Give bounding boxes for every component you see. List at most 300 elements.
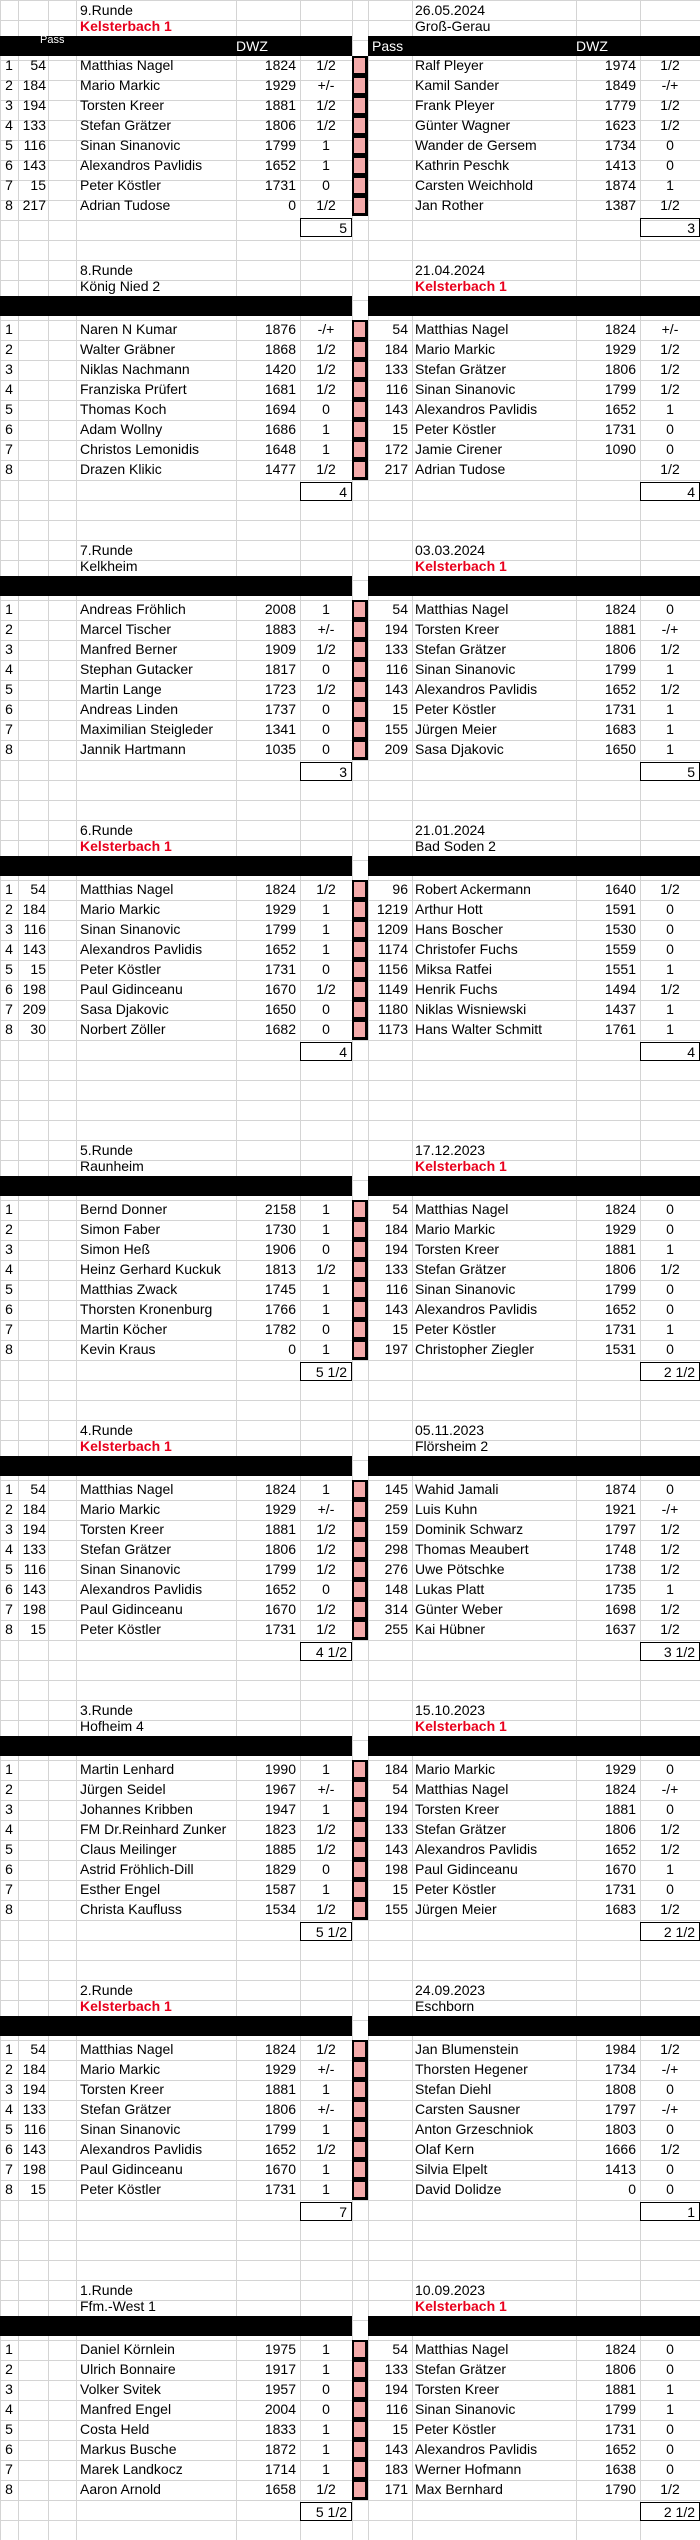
left-pass-number: [18, 1320, 46, 1339]
right-dwz: 1738: [604, 1561, 636, 1577]
board-number: 8: [5, 2481, 13, 2497]
right-result: 1: [666, 661, 674, 677]
left-result: 1: [322, 941, 330, 957]
result-marker: [354, 1862, 365, 1877]
left-player-name: Martin Köcher: [80, 1321, 168, 1337]
left-pass-number: [18, 2460, 46, 2479]
right-pass-number: 116: [385, 661, 408, 677]
left-dwz: 2008: [264, 601, 296, 617]
left-dwz: 1906: [264, 1241, 296, 1257]
result-marker: [354, 1222, 365, 1237]
left-player-name: Matthias Nagel: [80, 57, 174, 73]
right-result: 1/2: [660, 1621, 680, 1637]
right-result: 1/2: [660, 461, 680, 477]
board-number: 1: [5, 601, 13, 617]
table-row: [0, 2120, 700, 2140]
table-row: [0, 1860, 700, 1880]
right-pass-number: 276: [384, 1561, 408, 1577]
left-pass-number: 184: [22, 2061, 46, 2077]
right-player-name: Mario Markic: [415, 1221, 496, 1237]
board-number: 4: [5, 1261, 13, 1277]
right-player-name: Matthias Nagel: [415, 2341, 509, 2357]
left-pass-number: [18, 680, 46, 699]
left-result: 1: [322, 2421, 330, 2437]
left-dwz: 1806: [264, 2101, 296, 2117]
right-player-name: Alexandros Pavlidis: [415, 1301, 538, 1317]
right-pass-number: [368, 2060, 408, 2079]
table-row: [0, 2080, 700, 2100]
right-result: 1: [666, 1861, 674, 1877]
left-dwz: 1652: [264, 1581, 296, 1597]
result-marker: [354, 78, 365, 93]
left-dwz: 1817: [264, 661, 296, 677]
right-dwz: 1731: [604, 1321, 636, 1337]
left-pass-number: [18, 620, 46, 639]
left-player-name: Johannes Kribben: [80, 1801, 193, 1817]
board-number: 3: [5, 97, 13, 113]
left-result: 0: [322, 1241, 330, 1257]
result-marker: [354, 1022, 365, 1037]
right-pass-number: [368, 196, 408, 215]
result-marker: [354, 1762, 365, 1777]
left-player-name: Franziska Prüfert: [80, 381, 187, 397]
left-player-name: Paul Gidinceanu: [80, 1601, 183, 1617]
right-pass-number: 133: [384, 1821, 408, 1837]
left-dwz: 1975: [264, 2341, 296, 2357]
left-player-name: Simon Heß: [80, 1241, 151, 1257]
left-dwz: 1823: [264, 1821, 296, 1837]
left-pass-number: 198: [22, 981, 46, 997]
right-player-name: Matthias Nagel: [415, 1201, 509, 1217]
right-player-name: Hans Boscher: [415, 921, 503, 937]
board-number: 8: [5, 2181, 13, 2197]
right-player-name: Peter Köstler: [415, 421, 496, 437]
table-row: [0, 2340, 700, 2360]
left-result: 1/2: [316, 1521, 336, 1537]
table-row: [0, 2140, 700, 2160]
left-player-name: Sasa Djakovic: [80, 1001, 169, 1017]
left-result: 1/2: [316, 981, 336, 997]
right-pass-number: 1219: [376, 901, 408, 917]
board-number: 6: [5, 981, 13, 997]
right-player-name: Stefan Grätzer: [415, 361, 507, 377]
right-player-name: Paul Gidinceanu: [415, 1861, 518, 1877]
right-pass-number: 143: [384, 1301, 408, 1317]
right-pass-number: 155: [384, 721, 408, 737]
left-player-name: Esther Engel: [80, 1881, 161, 1897]
right-dwz: 1799: [604, 381, 636, 397]
right-pass-number: 1209: [376, 921, 408, 937]
table-row: [0, 2160, 700, 2180]
left-pass-number: [18, 1780, 46, 1799]
right-dwz: [576, 460, 636, 479]
right-result: 1: [666, 1021, 674, 1037]
left-player-name: Stefan Grätzer: [80, 2101, 172, 2117]
right-result: 1/2: [660, 57, 680, 73]
left-player-name: Alexandros Pavlidis: [80, 2141, 203, 2157]
table-row: [0, 1000, 700, 1020]
right-dwz: 1824: [604, 1781, 636, 1797]
right-result: 1: [666, 401, 674, 417]
board-number: 4: [5, 381, 13, 397]
right-dwz: 1698: [604, 1601, 636, 1617]
left-player-name: Markus Busche: [80, 2441, 177, 2457]
right-team-name: Kelsterbach 1: [415, 558, 507, 574]
right-player-name: Thomas Meaubert: [415, 1541, 529, 1557]
right-player-name: Sinan Sinanovic: [415, 1281, 516, 1297]
header-band-right: [368, 576, 700, 596]
left-pass-number: 209: [22, 1001, 46, 1017]
right-pass-number: [368, 56, 408, 75]
left-result: +/-: [317, 77, 335, 93]
left-player-name: Costa Held: [80, 2421, 150, 2437]
result-marker: [354, 1342, 365, 1357]
left-pass-number: [18, 1240, 46, 1259]
right-dwz: 1803: [604, 2121, 636, 2137]
right-pass-number: 1173: [377, 1021, 408, 1037]
table-row: [0, 1480, 700, 1500]
result-marker: [354, 1602, 365, 1617]
right-dwz: 1666: [604, 2141, 636, 2157]
table-row: [0, 740, 700, 760]
left-player-name: Martin Lenhard: [80, 1761, 175, 1777]
table-row: [0, 56, 700, 76]
table-row: [0, 76, 700, 96]
board-number: 7: [5, 2161, 13, 2177]
left-dwz: 1731: [264, 2181, 296, 2197]
right-result: 0: [666, 1281, 674, 1297]
right-result: 1/2: [660, 341, 680, 357]
result-marker: [354, 158, 365, 173]
result-marker: [354, 1502, 365, 1517]
right-player-name: Matthias Nagel: [415, 601, 509, 617]
left-pass-number: 15: [30, 2181, 46, 2197]
table-row: [0, 2400, 700, 2420]
left-player-name: Maximilian Steigleder: [80, 721, 214, 737]
left-total: 5: [300, 218, 352, 237]
left-result: 1/2: [316, 97, 336, 113]
right-result: 1/2: [660, 1821, 680, 1837]
left-dwz: 1799: [264, 137, 296, 153]
board-number: 1: [5, 57, 13, 73]
left-dwz: 1681: [264, 381, 296, 397]
right-player-name: Carsten Sausner: [415, 2101, 521, 2117]
table-row: [0, 980, 700, 1000]
left-pass-number: 54: [30, 881, 46, 897]
right-total: 3 1/2: [640, 1642, 700, 1661]
left-result: 1/2: [316, 2141, 336, 2157]
right-pass-number: 194: [384, 621, 408, 637]
left-result: 1/2: [316, 1841, 336, 1857]
right-pass-number: [368, 96, 408, 115]
board-number: 2: [5, 901, 13, 917]
right-player-name: Torsten Kreer: [415, 2381, 500, 2397]
header-band-right: [368, 1456, 700, 1476]
right-player-name: Dominik Schwarz: [415, 1521, 524, 1537]
left-pass-number: 54: [30, 1481, 46, 1497]
board-number: 1: [5, 2341, 13, 2357]
result-marker: [354, 382, 365, 397]
right-pass-number: 1174: [377, 941, 408, 957]
left-pass-number: [18, 2360, 46, 2379]
result-marker: [354, 1262, 365, 1277]
right-result: -/+: [661, 1501, 679, 1517]
right-result: 1: [666, 2381, 674, 2397]
result-marker: [354, 922, 365, 937]
right-result: 0: [666, 2461, 674, 2477]
board-number: 6: [5, 2141, 13, 2157]
left-pass-number: 184: [22, 1501, 46, 1517]
right-dwz: 1437: [604, 1001, 636, 1017]
board-number: 3: [5, 361, 13, 377]
right-dwz: 1652: [604, 401, 636, 417]
round-date: 21.04.2024: [415, 262, 486, 278]
left-result: 0: [322, 177, 330, 193]
left-player-name: Claus Meilinger: [80, 1841, 177, 1857]
left-player-name: Sinan Sinanovic: [80, 137, 181, 153]
round-title: 1.Runde: [80, 2282, 133, 2298]
right-player-name: Thorsten Hegener: [415, 2061, 528, 2077]
left-result: 1/2: [316, 361, 336, 377]
right-result: 0: [666, 421, 674, 437]
right-pass-number: 15: [392, 1321, 408, 1337]
dwz-header: DWZ: [576, 38, 608, 54]
result-marker: [354, 1822, 365, 1837]
left-pass-number: [18, 700, 46, 719]
left-dwz: 1714: [264, 2461, 296, 2477]
result-marker: [354, 1002, 365, 1017]
right-dwz: 1413: [604, 2161, 636, 2177]
left-player-name: Sinan Sinanovic: [80, 2121, 181, 2137]
left-pass-number: [18, 660, 46, 679]
header-band-left: [0, 2316, 352, 2336]
left-result: +/-: [317, 2101, 335, 2117]
right-dwz: 1806: [604, 1821, 636, 1837]
right-player-name: Jan Blumenstein: [415, 2041, 519, 2057]
left-dwz: 1737: [264, 701, 296, 717]
header-band-right: [368, 1176, 700, 1196]
header-band-right: [368, 296, 700, 316]
left-player-name: Christa Kaufluss: [80, 1901, 182, 1917]
round-block: [0, 820, 700, 1080]
header-band-left: [0, 1736, 352, 1756]
left-dwz: 1929: [264, 77, 296, 93]
right-player-name: Silvia Elpelt: [415, 2161, 488, 2177]
right-dwz: 1806: [604, 1261, 636, 1277]
left-pass-number: 15: [30, 1621, 46, 1637]
right-total: 2 1/2: [640, 1362, 700, 1381]
table-row: [0, 2060, 700, 2080]
board-number: 5: [5, 1841, 13, 1857]
board-number: 2: [5, 1781, 13, 1797]
left-dwz: 1035: [264, 741, 296, 757]
left-player-name: Matthias Zwack: [80, 1281, 178, 1297]
left-result: 1: [322, 421, 330, 437]
right-result: 0: [666, 921, 674, 937]
right-result: 1/2: [660, 1601, 680, 1617]
right-dwz: 1824: [604, 2341, 636, 2357]
left-player-name: Stephan Gutacker: [80, 661, 193, 677]
right-player-name: Jürgen Meier: [415, 1901, 497, 1917]
result-marker: [354, 1242, 365, 1257]
right-pass-number: 116: [385, 1281, 408, 1297]
left-result: 1/2: [316, 681, 336, 697]
left-player-name: Adrian Tudose: [80, 197, 171, 213]
right-result: 1/2: [660, 1901, 680, 1917]
right-pass-number: 15: [392, 1881, 408, 1897]
board-number: 4: [5, 1541, 13, 1557]
left-result: +/-: [317, 1501, 335, 1517]
result-marker: [354, 2122, 365, 2137]
left-total: 5 1/2: [300, 1922, 352, 1941]
right-result: 0: [666, 1301, 674, 1317]
round-date: 24.09.2023: [415, 1982, 486, 1998]
table-row: [0, 2180, 700, 2200]
right-player-name: Adrian Tudose: [415, 461, 506, 477]
result-marker: [354, 2402, 365, 2417]
board-number: 8: [5, 1901, 13, 1917]
board-number: 5: [5, 961, 13, 977]
left-dwz: 1824: [264, 2041, 296, 2057]
header-band-left: [0, 2016, 352, 2036]
left-dwz: 1731: [264, 177, 296, 193]
right-dwz: 1849: [604, 77, 636, 93]
left-result: 1: [322, 1481, 330, 1497]
result-marker: [354, 622, 365, 637]
left-dwz: 1929: [264, 2061, 296, 2077]
right-pass-number: 133: [384, 2361, 408, 2377]
left-dwz: 1731: [264, 1621, 296, 1637]
board-number: 5: [5, 1561, 13, 1577]
result-marker: [354, 1902, 365, 1917]
left-pass-number: 184: [22, 77, 46, 93]
left-pass-number: [18, 1300, 46, 1319]
result-marker: [354, 2382, 365, 2397]
left-result: 0: [322, 1021, 330, 1037]
right-result: 0: [666, 601, 674, 617]
right-dwz: 1806: [604, 361, 636, 377]
right-pass-number: [368, 2160, 408, 2179]
left-result: 1/2: [316, 881, 336, 897]
right-dwz: 1551: [604, 961, 636, 977]
left-result: 1/2: [316, 2481, 336, 2497]
round-block: [0, 2280, 700, 2540]
result-marker: [354, 1282, 365, 1297]
right-player-name: Jan Rother: [415, 197, 484, 213]
right-pass-number: 217: [384, 461, 408, 477]
left-pass-number: [18, 1800, 46, 1819]
left-result: 1: [322, 2181, 330, 2197]
right-pass-number: 197: [384, 1341, 408, 1357]
left-pass-number: 143: [22, 1581, 46, 1597]
left-result: 1/2: [316, 117, 336, 133]
board-number: 3: [5, 1521, 13, 1537]
board-number: 6: [5, 1301, 13, 1317]
table-row: [0, 1560, 700, 1580]
board-number: 3: [5, 2381, 13, 2397]
left-pass-number: [18, 1340, 46, 1359]
right-player-name: Peter Köstler: [415, 2421, 496, 2437]
right-player-name: Peter Köstler: [415, 1881, 496, 1897]
right-player-name: Christopher Ziegler: [415, 1341, 535, 1357]
right-dwz: 1652: [604, 1841, 636, 1857]
right-dwz: 1090: [604, 441, 636, 457]
right-dwz: 1637: [604, 1621, 636, 1637]
left-dwz: 2158: [264, 1201, 296, 1217]
table-row: [0, 1500, 700, 1520]
left-result: 1/2: [316, 341, 336, 357]
board-number: 7: [5, 177, 13, 193]
result-marker: [354, 1322, 365, 1337]
table-row: [0, 1260, 700, 1280]
right-player-name: Alexandros Pavlidis: [415, 2441, 538, 2457]
left-result: 1: [322, 901, 330, 917]
right-player-name: Ralf Pleyer: [415, 57, 484, 73]
left-result: 1: [322, 1341, 330, 1357]
board-number: 8: [5, 197, 13, 213]
right-dwz: 1748: [604, 1541, 636, 1557]
board-number: 8: [5, 741, 13, 757]
right-result: 1/2: [660, 1841, 680, 1857]
table-row: [0, 2360, 700, 2380]
result-marker: [354, 462, 365, 477]
board-number: 5: [5, 137, 13, 153]
right-result: -/+: [661, 2101, 679, 2117]
right-dwz: 1683: [604, 721, 636, 737]
table-row: [0, 400, 700, 420]
board-number: 3: [5, 921, 13, 937]
left-player-name: Heinz Gerhard Kuckuk: [80, 1261, 221, 1277]
right-pass-number: 1156: [377, 961, 408, 977]
right-result: 0: [666, 137, 674, 153]
right-result: 0: [666, 2121, 674, 2137]
left-pass-number: 198: [22, 2161, 46, 2177]
table-row: [0, 1580, 700, 1600]
right-dwz: 1824: [604, 1201, 636, 1217]
right-player-name: Sinan Sinanovic: [415, 661, 516, 677]
right-dwz: 1731: [604, 1881, 636, 1897]
result-marker: [354, 402, 365, 417]
left-dwz: 1813: [264, 1261, 296, 1277]
right-pass-number: 133: [384, 1261, 408, 1277]
right-dwz: 1790: [604, 2481, 636, 2497]
left-result: 0: [322, 661, 330, 677]
table-row: [0, 1800, 700, 1820]
right-dwz: 1761: [604, 1021, 636, 1037]
left-team-name: Kelsterbach 1: [80, 1438, 172, 1454]
board-number: 7: [5, 1001, 13, 1017]
round-date: 26.05.2024: [415, 2, 486, 18]
right-dwz: 1652: [604, 681, 636, 697]
left-dwz: 0: [288, 197, 296, 213]
right-player-name: Stefan Grätzer: [415, 1821, 507, 1837]
left-total: 5 1/2: [300, 2502, 352, 2521]
right-result: 1/2: [660, 641, 680, 657]
round-title: 8.Runde: [80, 262, 133, 278]
left-player-name: Torsten Kreer: [80, 2081, 165, 2097]
left-dwz: 1799: [264, 2121, 296, 2137]
left-team-name: Kelsterbach 1: [80, 838, 172, 854]
right-dwz: 1824: [604, 321, 636, 337]
result-marker: [354, 982, 365, 997]
result-marker: [354, 882, 365, 897]
table-row: [0, 1340, 700, 1360]
left-dwz: 1881: [264, 1521, 296, 1537]
right-dwz: 1984: [604, 2041, 636, 2057]
right-pass-number: 172: [384, 441, 408, 457]
left-player-name: Mario Markic: [80, 1501, 161, 1517]
left-player-name: Norbert Zöller: [80, 1021, 166, 1037]
